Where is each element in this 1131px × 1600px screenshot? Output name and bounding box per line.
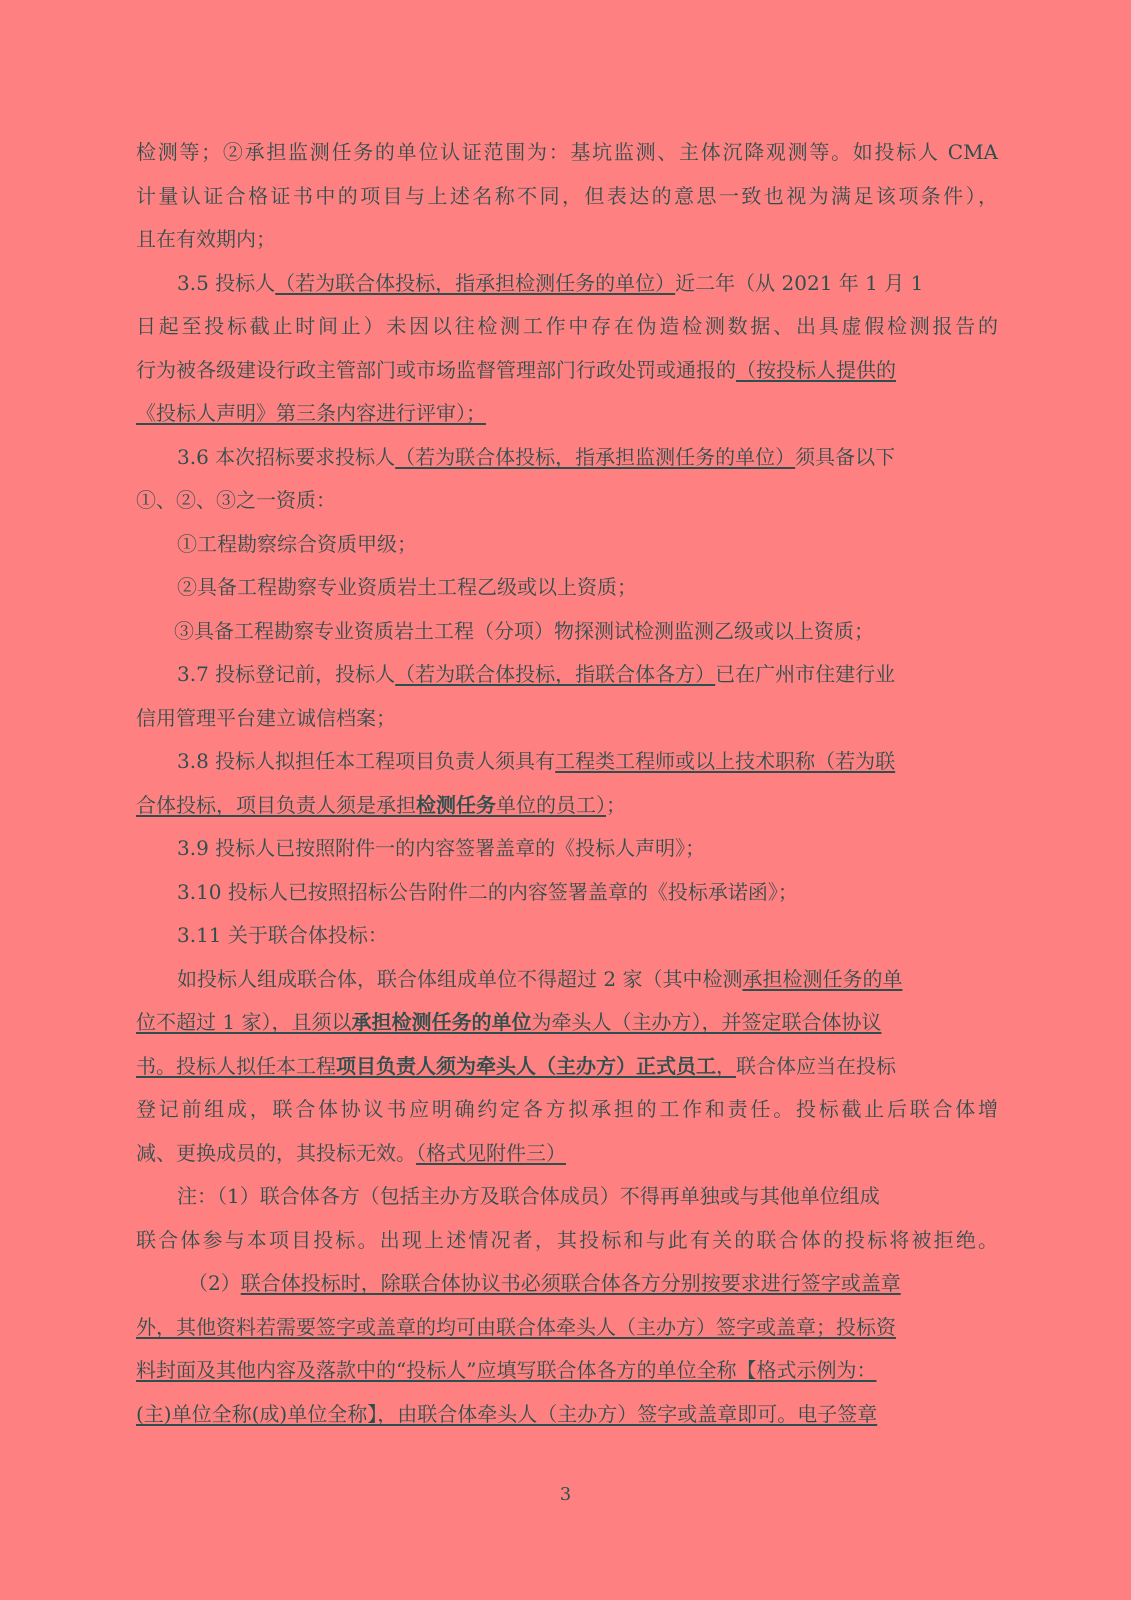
section-3-8 xyxy=(177,748,895,774)
underlined-text: 联合体投标时，除联合体协议书必须联合体各方分别按要求进行签字或盖章 xyxy=(240,1271,901,1295)
underlined-text: （若为联合体投标，指联合体各方） xyxy=(395,662,716,686)
text-span: 联合体应当在投标 xyxy=(736,1054,896,1078)
section-3-11 xyxy=(177,922,388,948)
text-line xyxy=(136,1227,998,1253)
underlined-text: （若为联合体投标，指承担检测任务的单位） xyxy=(275,271,676,295)
underlined-text: 承担检测任务的单 xyxy=(742,967,903,991)
text-span: （2） xyxy=(188,1271,241,1295)
section-3-7 xyxy=(177,661,895,687)
underlined-text: 工程类工程师或以上技术职称（若为联 xyxy=(555,749,896,773)
note-1 xyxy=(177,1183,880,1209)
text-span: ①、②、③之一资质： xyxy=(136,488,336,512)
underlined-text: 外，其他资料若需要签字或盖章的均可由联合体牵头人（主办方）签字或盖章；投标资 xyxy=(136,1315,896,1339)
underlined-text: 单位的员工） xyxy=(496,793,606,817)
text-line xyxy=(136,1009,881,1035)
bold-underlined-text: 项目负责人须为牵头人（主办方）正式员工 xyxy=(336,1054,716,1078)
text-span: 已在广州市住建行业 xyxy=(715,662,896,686)
note-2 xyxy=(188,1270,901,1296)
text-span: 日起至投标截止时间止）未因以往检测工作中存在伪造检测数据、出具虚假检测报告的 xyxy=(136,314,998,338)
text-span: 3.7 投标登记前，投标人 xyxy=(177,662,396,686)
section-3-5 xyxy=(177,270,923,296)
qualification-2 xyxy=(177,574,637,600)
text-span: ③具备工程勘察专业资质岩土工程（分项）物探测试检测监测乙级或以上资质； xyxy=(174,619,874,643)
underlined-text: ，且须以 xyxy=(271,1010,352,1034)
text-span: 3.10 投标人已按照招标公告附件二的内容签署盖章的《投标承诺函》； xyxy=(177,880,798,904)
text-span: 信用管理平台建立诚信档案； xyxy=(136,706,396,730)
text-span: 行为被各级建设行政主管部门或市场监督管理部门行政处罚或通报的 xyxy=(136,358,736,382)
text-span: 3.11 关于联合体投标： xyxy=(177,923,388,947)
text-span: 注：（1）联合体各方（包括主办方及联合体成员）不得再单独或与其他单位组成 xyxy=(177,1184,880,1208)
text-span: 3.9 投标人已按照附件一的内容签署盖章的《投标人声明》； xyxy=(177,836,706,860)
text-line xyxy=(136,487,336,513)
qualification-1 xyxy=(177,531,417,557)
text-span: 近二年（从 2021 年 1 月 1 xyxy=(675,271,924,295)
text-line xyxy=(136,1401,877,1427)
text-span: 3.5 投标人 xyxy=(177,271,276,295)
text-span: 且在有效期内； xyxy=(136,227,276,251)
text-line xyxy=(136,139,998,165)
text-line xyxy=(177,966,902,992)
text-span: 减、更换成员的，其投标无效。 xyxy=(136,1141,416,1165)
text-span: ； xyxy=(606,793,626,817)
text-line xyxy=(136,792,626,818)
text-span: 3.6 本次招标要求投标人 xyxy=(177,445,396,469)
text-span: ②具备工程勘察专业资质岩土工程乙级或以上资质； xyxy=(177,575,637,599)
underlined-text: 合体投标，项目负责人须是承担 xyxy=(136,793,416,817)
text-span: 联合体参与本项目投标。出现上述情况者，其投标和与此有关的联合体的投标将被拒绝。 xyxy=(136,1228,998,1252)
text-line xyxy=(136,1053,896,1079)
text-span: 检测等；②承担监测任务的单位认证范围为：基坑监测、主体沉降观测等。如投标人 CMA xyxy=(136,140,998,164)
text-span: 3.8 投标人拟担任本工程项目负责人须具有 xyxy=(177,749,556,773)
bold-underlined-text: 承担检测任务的单位 xyxy=(351,1010,532,1034)
text-span: 如投标人组成联合体，联合体组成单位不得超过 2 家（其中检测 xyxy=(177,967,743,991)
text-line xyxy=(136,1357,876,1383)
qualification-3 xyxy=(174,618,874,644)
text-line xyxy=(136,1314,896,1340)
underlined-text: （若为联合体投标，指承担监测任务的单位） xyxy=(395,445,796,469)
section-3-6 xyxy=(177,444,895,470)
underlined-text: 为牵头人（主办方），并签定联合体协议 xyxy=(531,1010,882,1034)
text-line xyxy=(136,226,276,252)
underlined-text: 书。投标人拟任本工程 xyxy=(136,1054,336,1078)
text-span: 须具备以下 xyxy=(795,445,896,469)
underlined-text: 《投标人声明》第三条内容进行评审）； xyxy=(136,401,486,425)
text-line xyxy=(136,357,896,383)
underlined-text: 料封面及其他内容及落款中的“投标人”应填写联合体各方的单位全称【格式示例为： xyxy=(136,1358,877,1382)
text-line xyxy=(136,183,998,209)
text-line xyxy=(136,1096,998,1122)
bold-underlined-text: 检测任务 xyxy=(416,793,496,817)
text-line xyxy=(136,400,486,426)
underlined-text: （格式见附件三） xyxy=(416,1141,566,1165)
underlined-text: 位不超过 1 家） xyxy=(136,1010,272,1034)
section-3-9 xyxy=(177,835,705,861)
text-span: 计量认证合格证书中的项目与上述名称不同，但表达的意思一致也视为满足该项条件）， xyxy=(136,184,998,208)
text-line xyxy=(136,705,396,731)
text-line xyxy=(136,1140,566,1166)
underlined-text: ， xyxy=(716,1054,736,1078)
section-3-10 xyxy=(177,879,798,905)
text-span: 登记前组成，联合体协议书应明确约定各方拟承担的工作和责任。投标截止后联合体增 xyxy=(136,1097,998,1121)
underlined-text: (主)单位全称(成)单位全称】，由联合体牵头人（主办方）签字或盖章即可。电子签章 xyxy=(136,1402,878,1426)
page-number: 3 xyxy=(559,1484,572,1505)
text-span: ①工程勘察综合资质甲级； xyxy=(177,532,417,556)
underlined-text: （按投标人提供的 xyxy=(736,358,896,382)
text-line xyxy=(136,313,998,339)
